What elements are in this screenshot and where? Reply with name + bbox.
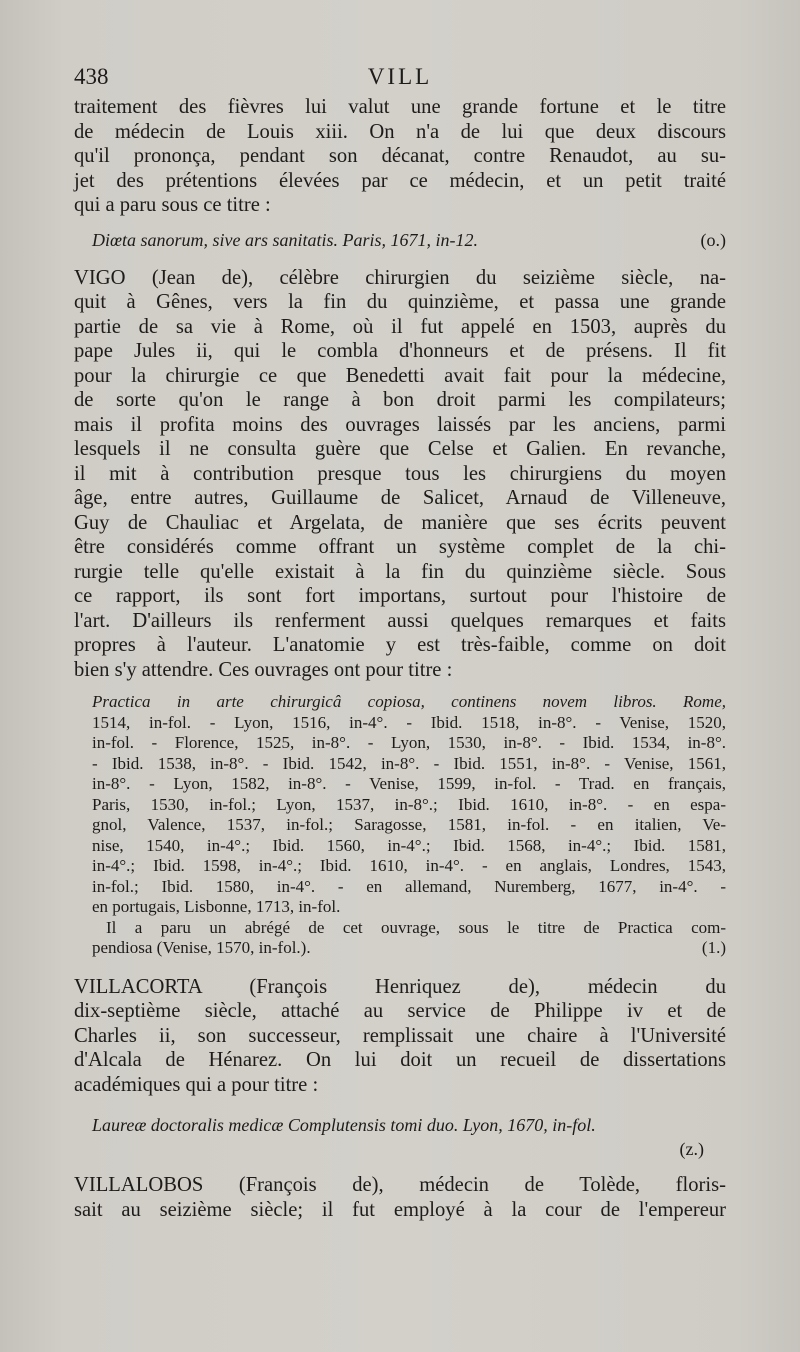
text-line: qu'il prononça, pendant son décanat, contre Renaudot, au su- (74, 145, 726, 167)
text-line: qui a paru sous ce titre : (74, 194, 271, 216)
text-line: lesquels il ne consulta guère que Celse et Galien. En revanche, (74, 438, 726, 460)
biblio-line: pendiosa (Venise, 1570, in-fol.). (92, 938, 311, 957)
page-header (74, 64, 726, 94)
bibliography-vigo (74, 692, 726, 959)
running-head: VILL (367, 64, 433, 89)
biblio-line: 1514, in-fol. - Lyon, 1516, in-4°. - Ibid. 1518, in-8°. - Venise, 1520, (92, 712, 726, 732)
biblio-line: gnol, Valence, 1537, in-fol.; Saragosse, 1581, in-fol. - en italien, Ve- (92, 815, 726, 834)
entry-vigo (74, 266, 726, 683)
book-title: Diœta sanorum, sive ars sanitatis. Paris, 1671, in-12. (92, 229, 479, 250)
biblio-closing (92, 938, 726, 959)
text-line: mais il profita moins des ouvrages laissés par les anciens, parmi (74, 413, 726, 436)
page-body (74, 95, 726, 1222)
text-line: l'art. D'ailleurs ils renferment aussi quelques remarques et faits (74, 609, 726, 632)
text-line: académiques qui a pour titre : (74, 1073, 319, 1096)
text-line: propres à l'auteur. L'anatomie y est très-faible, comme on doit (74, 634, 726, 656)
entry-villacorta (74, 975, 726, 1098)
text-line: de médecin de Louis xiii. On n'a de lui que deux discours (74, 120, 726, 143)
biblio-line: Il a paru un abrégé de cet ouvrage, sous le titre de Practica com- (106, 917, 726, 937)
text-line: quit à Gênes, vers la fin du quinzième, et passa une grande (74, 291, 726, 313)
biblio-line: in-4°.; Ibid. 1598, in-4°.; Ibid. 1610, in-4°. - en anglais, Londres, 1543, (92, 856, 726, 875)
author-mark: (o.) (700, 229, 726, 250)
book-title-line (92, 228, 726, 252)
text-line: pape Jules ii, qui le combla d'honneurs et de présens. Il fit (74, 340, 726, 362)
page-number: 438 (74, 64, 109, 89)
biblio-line: nise, 1540, in-4°.; Ibid. 1560, in-4°.; Ibid. 1568, in-4°.; Ibid. 1581, (92, 835, 726, 855)
text-line: Charles ii, son successeur, remplissait une chaire à l'Université (74, 1024, 726, 1047)
text-line: pour la chirurgie ce que Benedetti avait fait pour la médecine, (74, 364, 726, 387)
text-line: être considérés comme offrant un système complet de la chi- (74, 536, 726, 558)
biblio-line: Practica in arte chirurgicâ copiosa, continens novem libros. Rome, (92, 692, 726, 711)
biblio-line: in-8°. - Lyon, 1582, in-8°. - Venise, 1599, in-fol. - Trad. en français, (92, 774, 726, 793)
book-title: Laureæ doctoralis medicæ Complutensis tomi duo. Lyon, 1670, in-fol. (92, 1115, 596, 1135)
author-mark: (z.) (679, 1139, 704, 1159)
biblio-line: en portugais, Lisbonne, 1713, in-fol. (92, 897, 341, 916)
text-line: d'Alcala de Hénarez. On lui doit un recueil de dissertations (74, 1049, 726, 1071)
text-line: Guy de Chauliac et Argelata, de manière que ses écrits peuvent (74, 511, 726, 534)
text-line: rurgie telle qu'elle existait à la fin du quinzième siècle. Sous (74, 560, 726, 583)
book-title-line (92, 1113, 726, 1161)
text-line: jet des prétentions élevées par ce médecin, et un petit traité (74, 169, 726, 192)
text-line: sait au seizième siècle; il fut employé à la cour de l'empereur (74, 1198, 726, 1221)
text-line: il mit à contribution presque tous les chirurgiens du moyen (74, 462, 726, 485)
author-mark: (1.) (701, 938, 726, 957)
text-line: bien s'y attendre. Ces ouvrages ont pour titre : (74, 658, 453, 681)
entry-continuation (74, 95, 726, 218)
text-line: âge, entre autres, Guillaume de Salicet, Arnaud de Villeneuve, (74, 487, 726, 509)
biblio-line: - Ibid. 1538, in-8°. - Ibid. 1542, in-8°. - Ibid. 1551, in-8°. - Venise, 1561, (92, 753, 726, 773)
text-line: VILLALOBOS (François de), médecin de Tolède, floris- (74, 1174, 726, 1196)
text-line: VIGO (Jean de), célèbre chirurgien du seizième siècle, na- (74, 266, 726, 289)
biblio-line: Paris, 1530, in-fol.; Lyon, 1537, in-8°.; Ibid. 1610, in-8°. - en espa- (92, 794, 726, 814)
biblio-line: in-fol.; Ibid. 1580, in-4°. - en allemand, Nuremberg, 1677, in-4°. - (92, 876, 726, 896)
text-line: ce rapport, ils sont fort importans, surtout pour l'histoire de (74, 585, 726, 607)
text-line: de sorte qu'on le range à bon droit parmi les compilateurs; (74, 389, 726, 411)
text-line: traitement des fièvres lui valut une grande fortune et le titre (74, 96, 726, 118)
text-line: partie de sa vie à Rome, où il fut appelé en 1503, auprès du (74, 315, 726, 338)
biblio-line: in-fol. - Florence, 1525, in-8°. - Lyon, 1530, in-8°. - Ibid. 1534, in-8°. (92, 733, 726, 752)
text-line: VILLACORTA (François Henriquez de), médecin du (74, 975, 726, 998)
author-mark-wrap (92, 1137, 726, 1161)
text-line: dix-septième siècle, attaché au service de Philippe iv et de (74, 1000, 726, 1022)
entry-villalobos (74, 1173, 726, 1222)
